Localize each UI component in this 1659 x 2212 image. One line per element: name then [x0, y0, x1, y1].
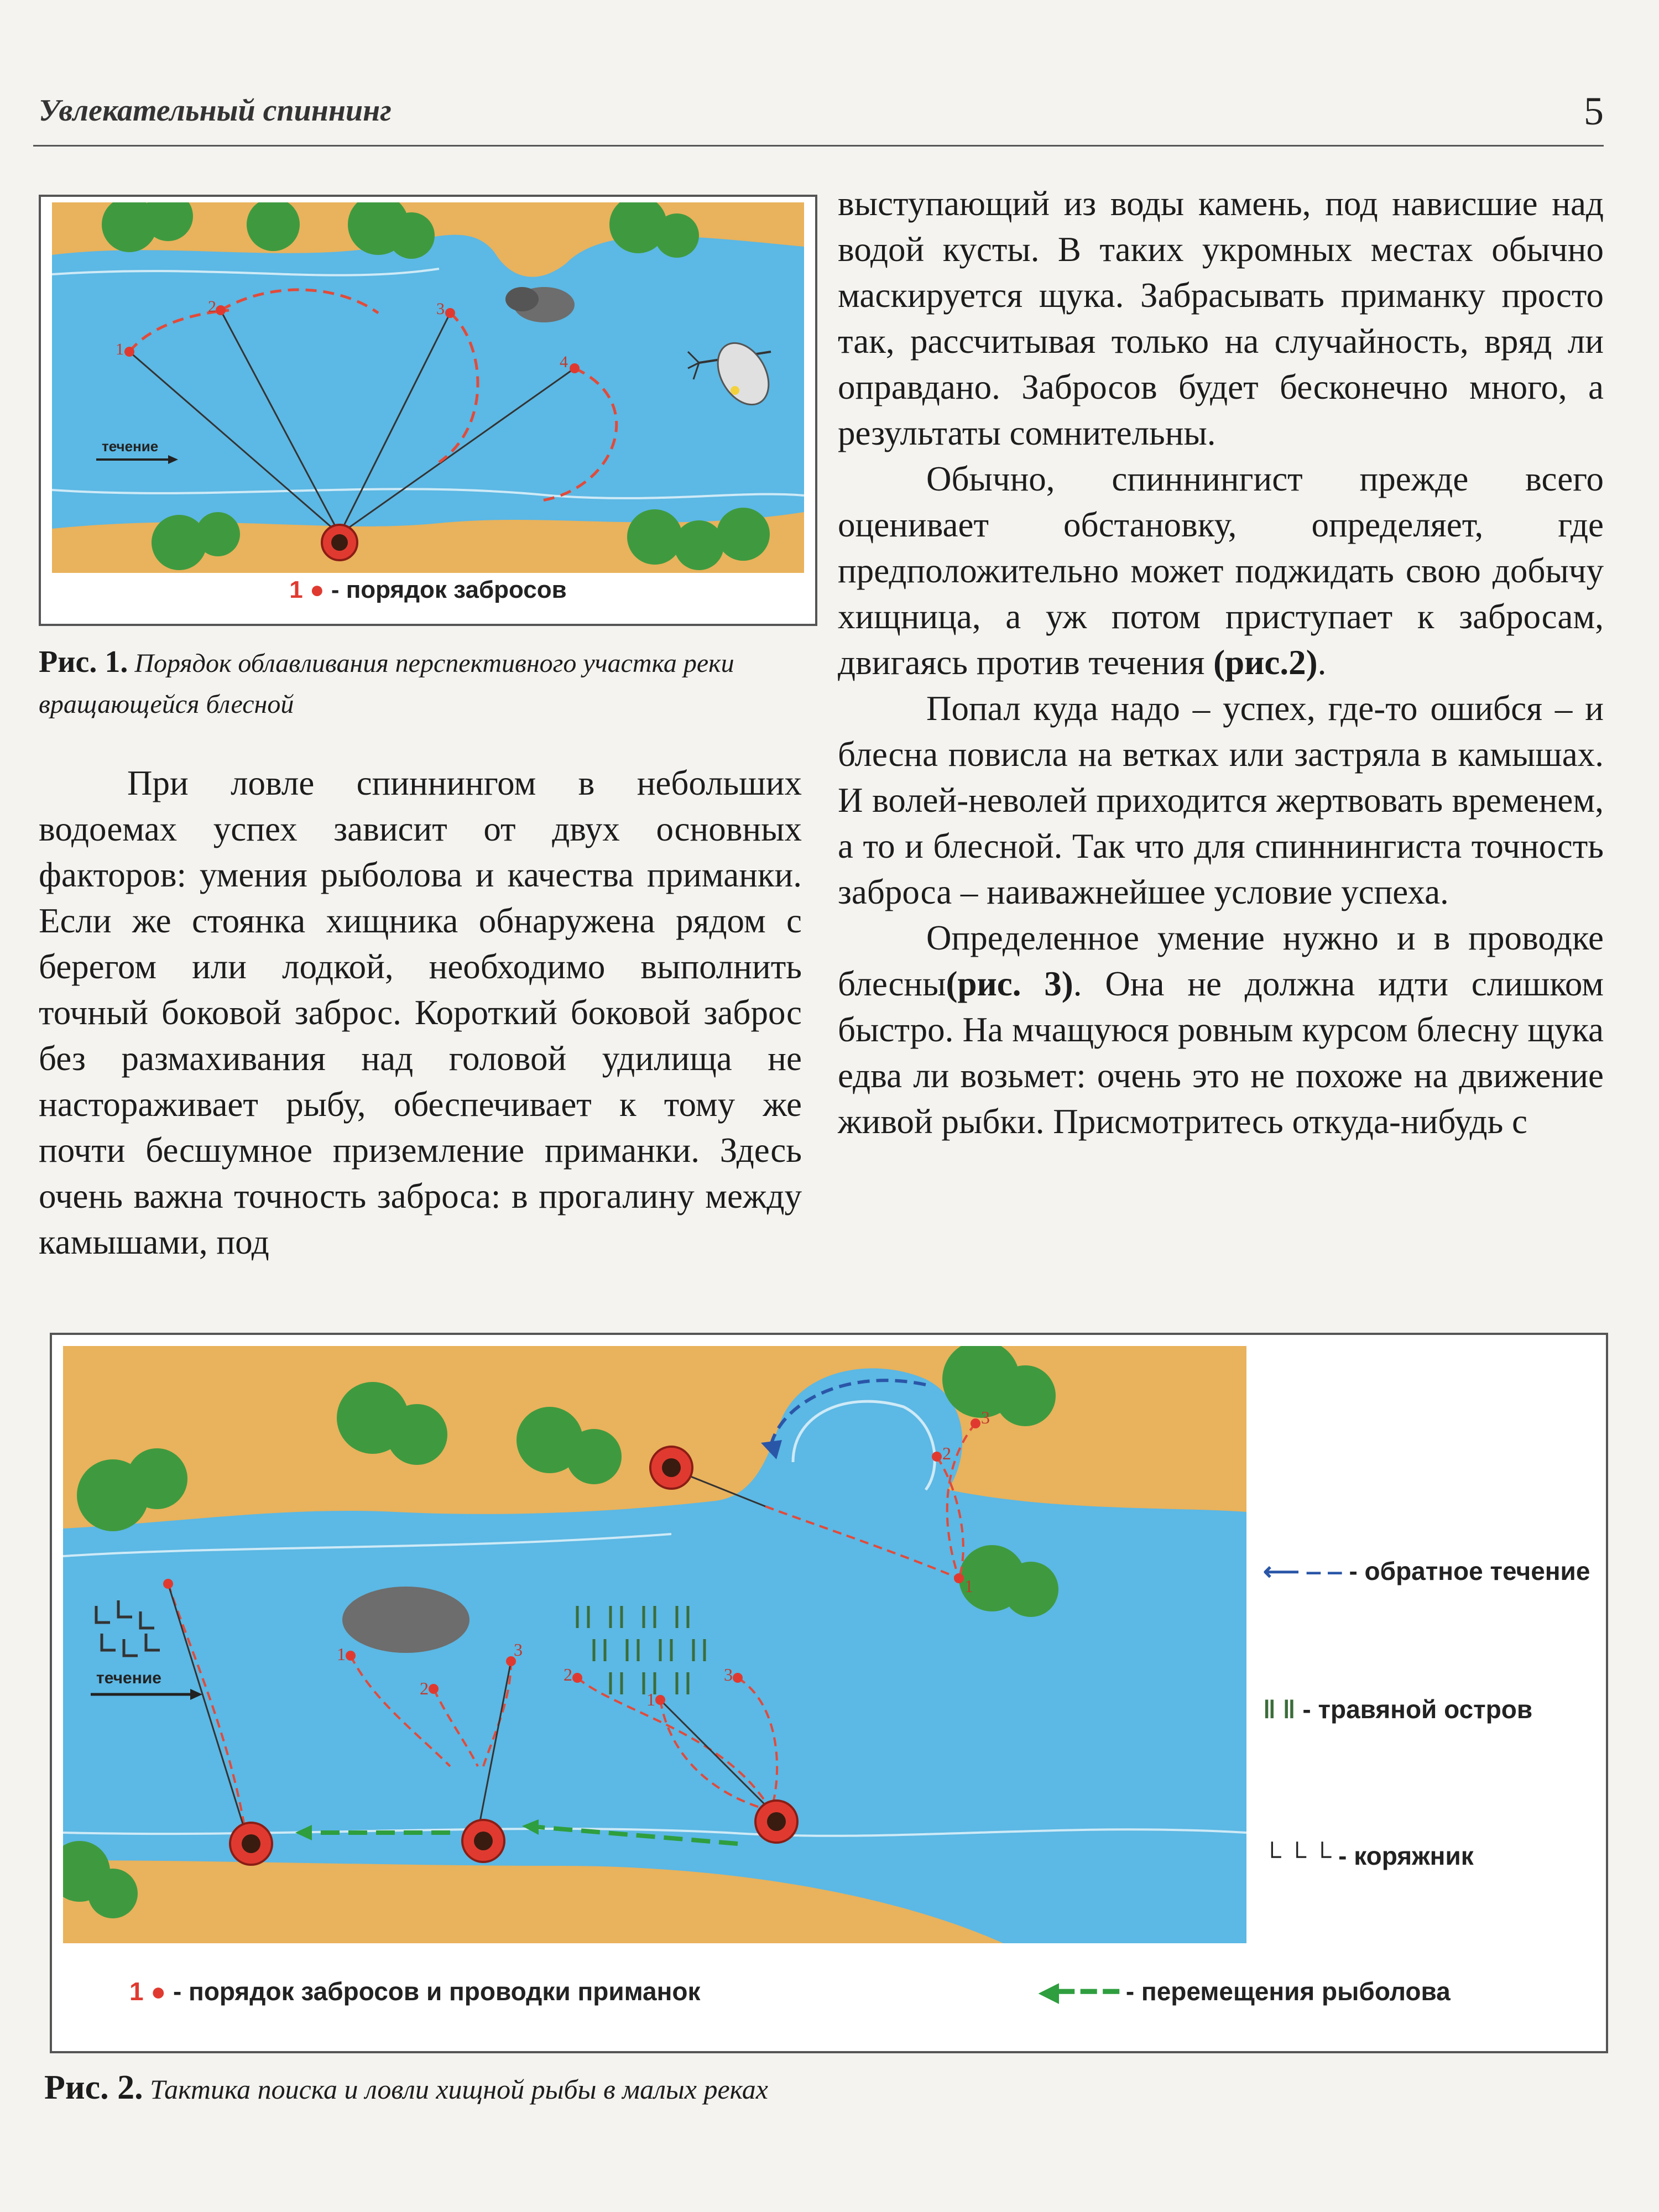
- header-title: Увлекательный спиннинг: [39, 93, 392, 128]
- cast-number: 3: [724, 1665, 733, 1684]
- green-arrow-icon: ◀━ ━ ━: [1039, 1977, 1119, 2006]
- legend-dot-icon: ●: [310, 576, 325, 603]
- header-rule: [33, 145, 1604, 147]
- figure-1-illustration: [52, 202, 804, 573]
- cast-number: 2: [564, 1665, 572, 1684]
- figure-2-caption: [44, 2068, 1593, 2107]
- paragraph-text: Обычно, спиннингист прежде всего оценивает обстановку, определяет, где предположительно может поджидать свою добычу хищница, а уж потом приступает к забросам, двигаясь против течения: [838, 460, 1604, 682]
- legend-reverse-current: ⟵ ‒ ‒ - обратное течение: [1263, 1557, 1590, 1585]
- cast-number: 3: [514, 1640, 523, 1660]
- cast-number-1: 1: [116, 340, 124, 358]
- figure-1-legend: [41, 576, 815, 604]
- legend-angler-moves: ◀━ ━ ━ - перемещения рыболова: [1039, 1977, 1451, 2006]
- paragraph: [838, 915, 1604, 1145]
- legend-snags: └ └ └ - коряжник: [1263, 1841, 1474, 1870]
- right-column: [838, 181, 1604, 1145]
- figure-2-illustration: [63, 1346, 1246, 1943]
- legend-text: - порядок забросов: [331, 576, 567, 603]
- current-label: течение: [102, 438, 159, 455]
- reverse-current-icon: ⟵ ‒ ‒: [1263, 1557, 1342, 1585]
- running-header: [39, 89, 1604, 143]
- cast-number: 2: [942, 1443, 951, 1463]
- legend-number: 1: [289, 576, 303, 603]
- grass-island-legend-icon: ‖ ‖: [1263, 1695, 1296, 1724]
- cast-number-3: 3: [436, 300, 445, 318]
- figure-1-caption-text: Порядок облавливания перспективного участка реки вращающейся блесной: [39, 649, 734, 719]
- figure-2-caption-text: Тактика поиска и ловли хищной рыбы в малых реках: [150, 2074, 768, 2105]
- cast-number: 1: [646, 1689, 655, 1709]
- paragraph-end: .: [1317, 643, 1327, 682]
- figure-reference: (рис.2): [1213, 643, 1318, 682]
- figure-reference: (рис. 3): [946, 964, 1073, 1003]
- cast-number-4: 4: [560, 353, 568, 371]
- figure-1: [39, 195, 817, 626]
- figure-1-caption: [39, 641, 813, 725]
- legend-cast-order: 1 ● - порядок забросов и проводки приманок: [129, 1977, 701, 2006]
- snag-legend-icon: └ └ └: [1263, 1841, 1332, 1870]
- page-number: 5: [1584, 89, 1604, 133]
- cast-number: 1: [337, 1644, 346, 1664]
- paragraph: При ловле спиннингом в небольших водоемах успех зависит от двух основных факторов: умения рыболова и качества приманки. Если же стоянка хищника обнаружена рядом с берегом или лодкой, необходимо выполнить точный боковой заброс. Короткий боковой заброс без размахивания над головой удилища не настораживает рыбу, обеспечивает к тому же почти бесшумное приземление приманки. Здесь очень важна точность заброса: в прогалину между камышами, под: [39, 764, 802, 1261]
- paragraph-text: Определенное умение нужно и в проводке блесны: [838, 919, 1604, 1003]
- cast-number: 1: [964, 1576, 973, 1596]
- paragraph: [838, 456, 1604, 686]
- cast-number: 3: [981, 1407, 990, 1427]
- paragraph: Попал куда надо – успех, где-то ошибся – и блесна повисла на ветках или застряла в камышах. И волей-неволей приходится жертвовать временем, а то и блесной. Так что для спиннингиста точность заброса – наиважнейшее условие успеха.: [838, 689, 1604, 911]
- legend-dot-icon: ●: [150, 1977, 166, 2006]
- paragraph: выступающий из воды камень, под нависшие над водой кусты. В таких укромных местах обычно маскируется щука. Забрасывать приманку просто так, рассчитывая только на случайность, вряд ли оправдано. Забросов будет бесконечно много, а результаты сомнительны.: [838, 184, 1604, 452]
- paragraph-end: . Она не должна идти слишком быстро. На мчащуюся ровным курсом блесну щука едва ли возьмет: очень это не похоже на движение живой рыбки. Присмотритесь откуда-нибудь с: [838, 964, 1604, 1141]
- cast-number-2: 2: [208, 298, 216, 316]
- figure-2-caption-label: Рис. 2.: [44, 2069, 143, 2106]
- figure-2: [50, 1333, 1608, 2053]
- cast-number: 2: [420, 1678, 429, 1698]
- figure-1-caption-label: Рис. 1.: [39, 645, 128, 679]
- legend-grass-island: ‖ ‖ - травяной остров: [1263, 1695, 1533, 1724]
- current-label: течение: [96, 1669, 161, 1687]
- left-column: [39, 760, 802, 1265]
